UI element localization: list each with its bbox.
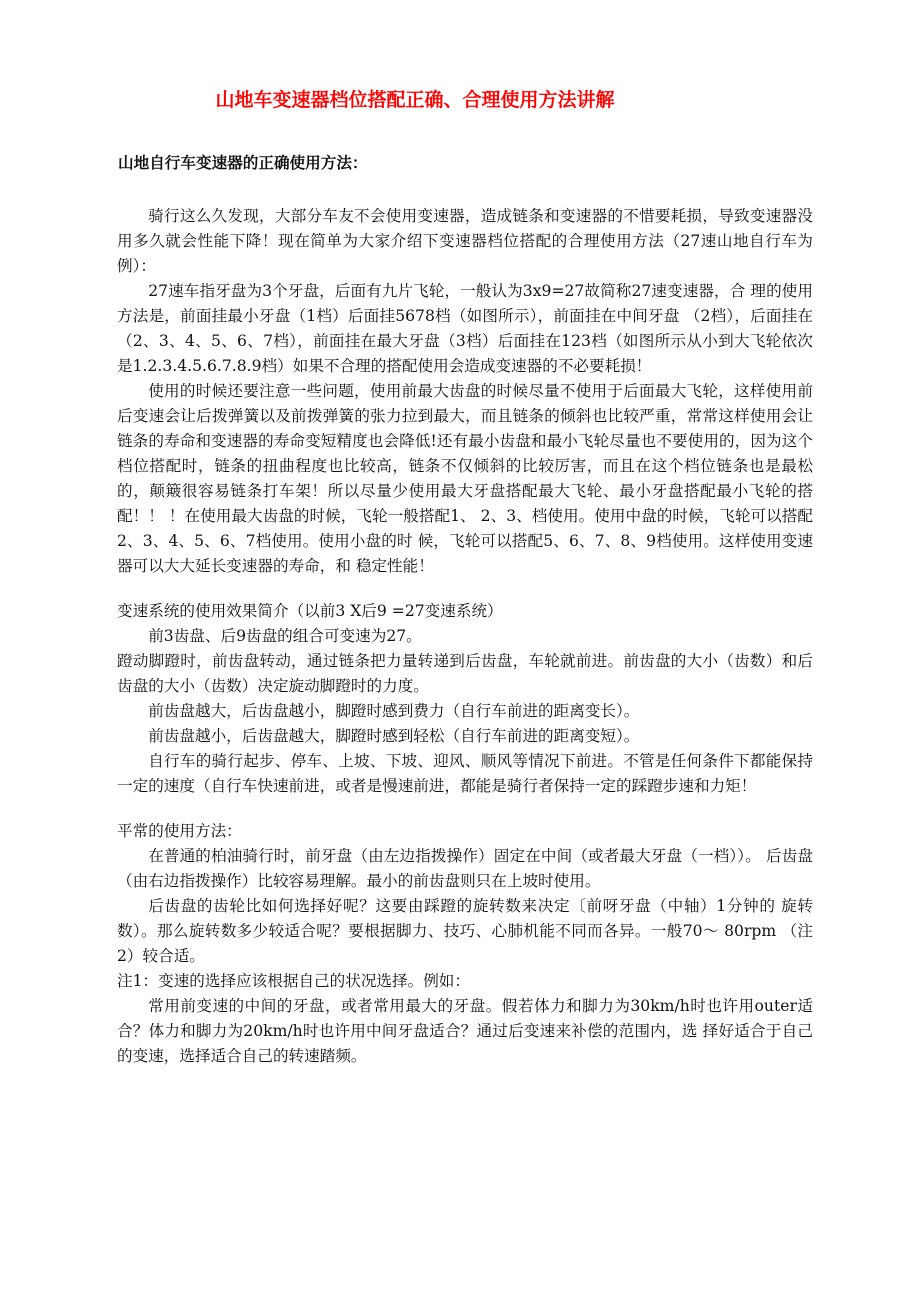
paragraph-small-front: 前齿盘越小，后齿盘越大，脚蹬时感到轻松（自行车前进的距离变短）。 (148, 727, 640, 745)
section-heading: 山地自行车变速器的正确使用方法： (118, 154, 368, 172)
paragraph-pedaling: 蹬动脚蹬时，前齿盘转动，通过链条把力量转递到后齿盘，车轮就前进。前齿盘的大小（齿数）和后齿盘的大小（齿数）决定旋动脚蹬时的力度。 (117, 652, 813, 695)
paragraph-cadence: 后齿盘的齿轮比如何选择好呢？这要由踩蹬的旋转数来决定〔前呀牙盘（中轴）1分钟的 旋转数）。那么旋转数多少较适合呢？要根据脚力、技巧、心肺机能不同而各异。一般70〜 80rpm （注2）较合适。 (117, 897, 813, 965)
paragraph-intro: 骑行这么久发现，大部分车友不会使用变速器，造成链条和变速器的不惜要耗损，导致变速器没用多久就会性能下降！现在简单为大家介绍下变速器档位搭配的合理使用方法（27速山地自行车为例）： (117, 207, 813, 275)
paragraph-27-speed: 27速车指牙盘为3个牙盘，后面有九片飞轮，一般认为3x9=27故简称27速变速器，合 理的使用方法是，前面挂最小牙盘（1档）后面挂5678档（如图所示），前面挂在中间牙盘 （2档），后面挂在（2、3、4、5、6、7档），前面挂在最大牙盘（3档）后面挂在123档（如图所示从小到大飞轮依次是1.2.3.4.5.6.7.8.9档）如果不合理的搭配使用会造成变速器的不必要耗损！ (117, 282, 813, 375)
paragraph-usage-heading: 平常的使用方法： (117, 822, 242, 840)
paragraph-system-heading: 变速系统的使用效果简介（以前3 X后9 =27变速系统） (117, 602, 503, 620)
document-title: 山地车变速器档位搭配正确、合理使用方法讲解 (215, 89, 615, 111)
paragraph-caution: 使用的时候还要注意一些问题，使用前最大齿盘的时候尽量不使用于后面最大飞轮，这样使用前后变速会让后拨弹簧以及前拨弹簧的张力拉到最大，而且链条的倾斜也比较严重，常常这样使用会让链条的寿命和变速器的寿命变短精度也会降低!还有最小齿盘和最小飞轮尽量也不要使用的，因为这个档位搭配时，链条的扭曲程度也比较高，链条不仅倾斜的比较厉害，而且在这个档位链条也是最松的，颠簸很容易链条打车架！所以尽量少使用最大牙盘搭配最大飞轮、最小牙盘搭配最小飞轮的搭配！！ ！在使用最大齿盘的时候，飞轮一般搭配1、 2、3、档使用。使用中盘的时候，飞轮可以搭配2、3、4、5、6、7档使用。使用小盘的时 候，飞轮可以搭配5、6、7、8、9档使用。这样使用变速器可以大大延长变速器的寿命，和 稳定性能！ (117, 382, 813, 575)
paragraph-gear-choice: 常用前变速的中间的牙盘，或者常用最大的牙盘。假若体力和脚力为30km/h时也许用outer适合？体力和脚力为20km/h时也许用中间牙盘适合？通过后变速来补偿的范围内，选 择好适合于自己的变速，选择适合自己的转速踏频。 (117, 997, 813, 1065)
paragraph-note-1: 注1：变速的选择应该根据自己的状况选择。例如： (117, 972, 470, 990)
spacer (117, 579, 813, 599)
spacer (117, 799, 813, 819)
paragraph-big-front: 前齿盘越大，后齿盘越小，脚蹬时感到费力（自行车前进的距离变长）。 (148, 702, 640, 720)
paragraph-conditions: 自行车的骑行起步、停车、上坡、下坡、迎风、顺风等情况下前进。不管是任何条件下都能保持一定的速度（自行车快速前进，或者是慢速前进，都能是骑行者保持一定的踩蹬步速和力矩！ (117, 752, 813, 795)
paragraph-combo: 前3齿盘、后9齿盘的组合可变速为27。 (148, 627, 422, 645)
paragraph-road-riding: 在普通的柏油骑行时，前牙盘（由左边指拨操作）固定在中间（或者最大牙盘（一档））。 后齿盘（由右边指拨操作）比较容易理解。最小的前齿盘则只在上坡时使用。 (117, 847, 813, 890)
document-body (117, 204, 813, 1069)
